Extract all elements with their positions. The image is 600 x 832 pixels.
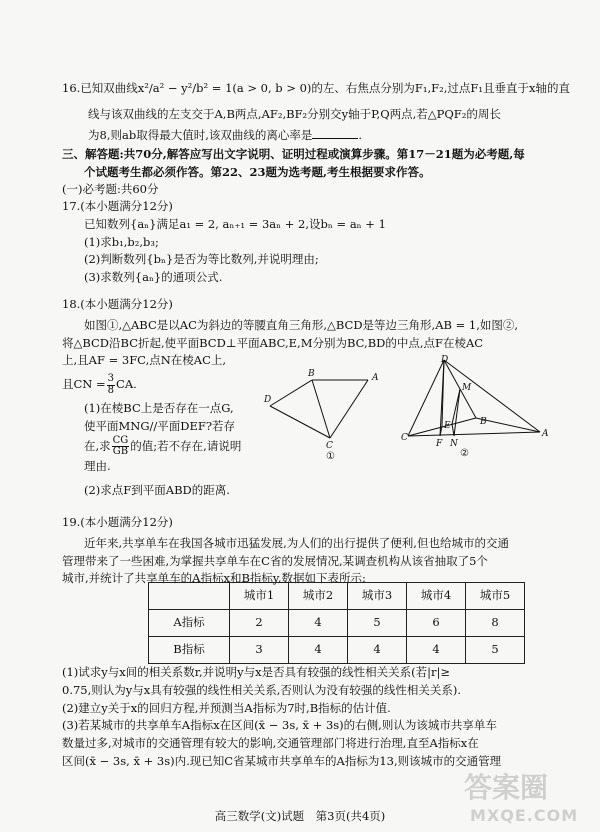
q18-title: 18.(本小题满分12分) (62, 297, 173, 311)
q19-sub1-line-2: 0.75,则认为y与x具有较强的线性相关关系,否则认为没有较强的线性相关关系). (62, 682, 462, 697)
table-row (149, 610, 525, 637)
figure-2-diagram (400, 356, 550, 460)
table-header-row (149, 583, 525, 610)
table-row-label: B指标 (149, 637, 230, 664)
figure-1-diagram (264, 366, 388, 462)
q18-line-3: 上,且AF = 3FC,点N在棱AC上, (62, 353, 227, 368)
edge-db (270, 380, 312, 406)
q16-line-3-end: . (358, 127, 362, 142)
fraction-cg-gb: $\frac{CG}{GB}$ (112, 434, 129, 458)
fig1-label-c: C (326, 441, 333, 451)
fig2-label-e: E (444, 421, 451, 431)
fig2-label-d: D (441, 355, 449, 365)
figure-2-edges (408, 360, 540, 436)
fig1-label-b: B (308, 369, 315, 379)
fig2-label-b: B (480, 417, 487, 427)
question-17 (62, 198, 542, 287)
section-3-line-1: 三、解答题:共70分,解答应写出文字说明、证明过程或演算步骤。第17－21题为必考题,每 (62, 147, 525, 161)
table-header-cell: 城市4 (407, 583, 466, 610)
q19-sub2: (2)建立y关于x的回归方程,并预测当A指标为7时,B指标的估计值. (62, 700, 391, 715)
fig2-label-a: A (542, 429, 549, 439)
fig2-tag: ② (460, 448, 469, 459)
table-header-cell: 城市3 (348, 583, 407, 610)
table-row-label: A指标 (149, 610, 230, 637)
table-header-cell: 城市5 (466, 583, 525, 610)
q18-line-4-end: CA. (116, 377, 137, 392)
q19-line-3: 城市,并统计了共享单车的A指标x和B指标y,数据如下表所示: (62, 571, 366, 586)
table-header-cell: 城市2 (289, 583, 348, 610)
q17-title: 17.(本小题满分12分) (62, 199, 173, 213)
q18-part1-line-3: 在,求 (84, 438, 111, 453)
q18-part1-line-4: 理由. (84, 458, 111, 473)
table-cell: 5 (348, 610, 407, 637)
edge-dc (408, 360, 444, 436)
q19-line-2: 管理带来了一些困难,为掌握共享单车在C省的发展情况,某调查机构从该省抽取了5个 (62, 553, 488, 568)
table-cell: 5 (466, 637, 525, 664)
q19-title: 19.(本小题满分12分) (62, 515, 173, 529)
q16-line-3: 为8,则ab取得最大值时,该双曲线的离心率是 (88, 127, 313, 142)
table-header-cell (149, 583, 230, 610)
fraction-3-8: $\frac{3}{8}$ (107, 373, 115, 396)
table-row (149, 637, 525, 664)
q19-sub3-line-3: 区间(x̄ − 3s, x̄ + 3s)内.现已知C省某城市共享单车的A指标为13,则该城市的交通管理 (62, 754, 502, 769)
section-3-sub (62, 181, 542, 199)
fig1-label-a: A (372, 373, 379, 383)
table-cell: 4 (407, 637, 466, 664)
watermark-url: MXQE.COM (470, 806, 579, 825)
q18-part1-line-3-end: 的值;若不存在,请说明 (130, 438, 242, 453)
q19-sub1-line-1: (1)试求y与x间的相关系数r,并说明y与x是否具有较强的线性相关关系(若|r|≥ (62, 665, 451, 679)
fig2-label-c: C (401, 433, 408, 443)
q16-line-2: 线与该双曲线的左支交于A,B两点,AF₂,BF₂分别交y轴于P,Q两点,若△PQF₂的周长 (88, 106, 501, 121)
watermark-text: 答案圈 (464, 771, 549, 804)
fig2-label-f: F (436, 439, 443, 449)
question-16 (62, 80, 570, 144)
q17-line-1: 已知数列{aₙ}满足a₁ = 2, aₙ₊₁ = 3aₙ + 2,设bₙ = aₙ + 1 (84, 216, 386, 231)
q19-sub3-line-1: (3)若某城市的共享单车A指标x在区间(x̄ − 3s, x̄ + 3s)的右侧,则认为该城市共享单车 (62, 718, 497, 733)
q19-subquestions (62, 664, 542, 771)
table-cell: 3 (230, 637, 289, 664)
edge-dc (270, 406, 330, 438)
table-cell: 4 (348, 637, 407, 664)
page-footer: 高三数学(文)试题 第3页(共4页) (214, 809, 386, 823)
q19-line-1: 近年来,共享单车在我国各城市迅猛发展,为人们的出行提供了便利,但也给城市的交通 (84, 535, 509, 550)
table-cell: 4 (289, 610, 348, 637)
section-3-line-2: 个试题考生都必须作答。第22、23题为选考题,考生根据要求作答。 (84, 164, 431, 179)
q18-part1-line-1: (1)在棱BC上是否存在一点G, (84, 401, 234, 416)
table-cell: 2 (230, 610, 289, 637)
q17-line-2: (1)求b₁,b₂,b₃; (84, 234, 159, 249)
q16-line-1: 16.已知双曲线x²/a² − y²/b² = 1(a > 0, b > 0)的左、右焦点分别为F₁,F₂,过点F₁且垂直于x轴的直 (62, 81, 570, 95)
section-3-line-3: (一)必考题:共60分 (62, 182, 159, 196)
table-cell: 8 (466, 610, 525, 637)
q17-line-3: (2)判断数列{bₙ}是否为等比数列,并说明理由; (84, 252, 319, 267)
q18-part2: (2)求点F到平面ABD的距离. (84, 482, 230, 497)
edge-ca (408, 432, 540, 436)
fig1-label-d: D (264, 395, 272, 405)
figure-1-edges (270, 380, 368, 438)
watermark-logo (456, 766, 586, 828)
section-3-instructions (62, 146, 542, 182)
fig2-label-n: N (450, 439, 458, 449)
question-19 (62, 514, 542, 588)
table-cell: 6 (407, 610, 466, 637)
q18-part1-line-2: 使平面MNG//平面DEF?若存 (84, 419, 236, 434)
q19-sub3-line-2: 数量过多,对城市的交通管理有较大的影响,交通管理部门将进行治理,直至A指标x在 (62, 736, 479, 751)
q18-line-4: 且CN = (62, 377, 106, 392)
data-table (148, 582, 525, 664)
answer-blank (312, 128, 358, 139)
fig1-tag: ① (326, 451, 335, 462)
q18-line-2: 将△BCD沿BC折起,使平面BCD⊥平面ABC,E,M分别为BC,BD的中点,点F在棱AC (62, 335, 484, 350)
fig2-label-m: M (462, 383, 472, 393)
table-cell: 4 (289, 637, 348, 664)
table-header-cell: 城市1 (230, 583, 289, 610)
edge-ac (330, 380, 368, 438)
q17-line-4: (3)求数列{aₙ}的通项公式. (84, 270, 223, 285)
q18-line-1: 如图①,△ABC是以AC为斜边的等腰直角三角形,△BCD是等边三角形,AB = 1,如图②, (84, 317, 519, 332)
